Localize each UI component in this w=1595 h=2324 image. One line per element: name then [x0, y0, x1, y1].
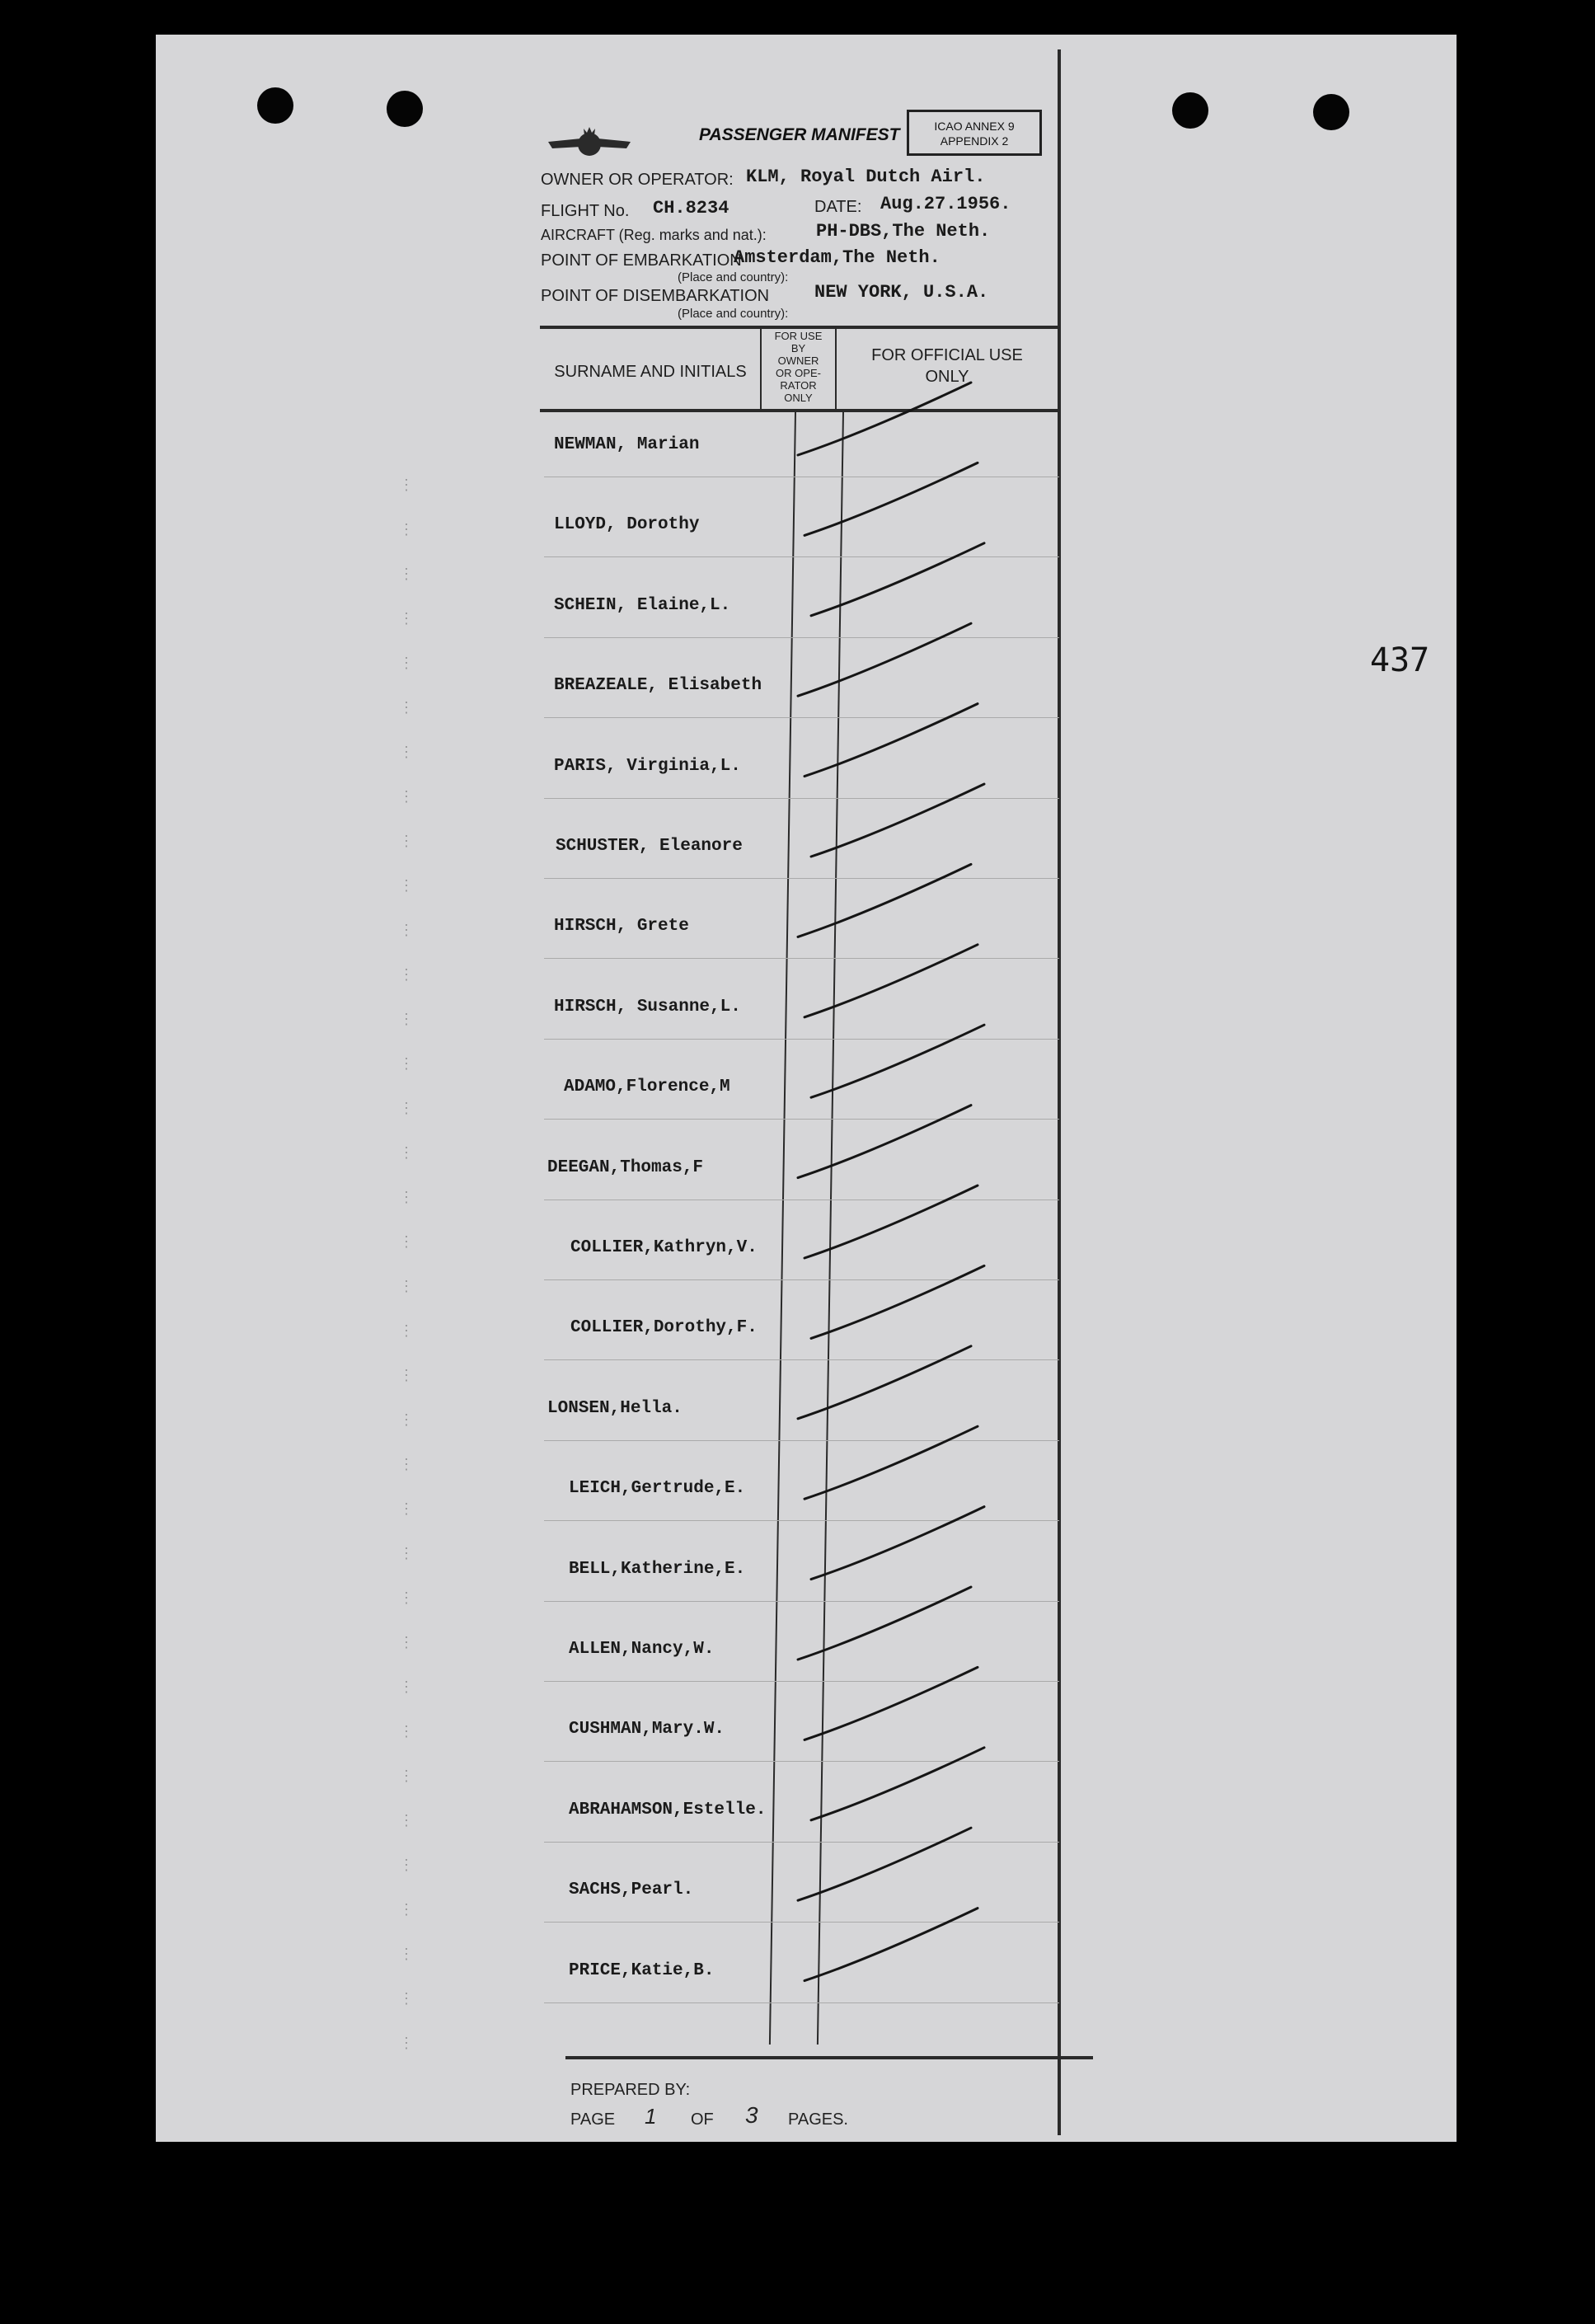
check-mark	[805, 945, 978, 1017]
passenger-name: ADAMO,Florence,M	[564, 1077, 730, 1097]
place-note-1: (Place and country):	[678, 270, 789, 284]
icao-line-2: APPENDIX 2	[940, 134, 1009, 148]
flight-label: FLIGHT No.	[541, 202, 630, 220]
of-label: OF	[691, 2110, 714, 2129]
check-mark	[805, 1426, 978, 1499]
check-mark	[798, 1346, 971, 1419]
passenger-name: SACHS,Pearl.	[569, 1880, 694, 1900]
embarkation-label: POINT OF EMBARKATION	[541, 251, 742, 270]
aircraft-value: PH-DBS,The Neth.	[816, 221, 991, 242]
check-mark	[811, 784, 984, 857]
prepared-by-label: PREPARED BY:	[570, 2081, 691, 2099]
official-use-line-2: ONLY	[925, 368, 969, 386]
disembarkation-value: NEW YORK, U.S.A.	[814, 282, 989, 303]
passenger-name: HIRSCH, Susanne,L.	[554, 997, 741, 1016]
passenger-name: LLOYD, Dorothy	[554, 515, 700, 535]
owner-use-line: FOR USE	[774, 330, 823, 342]
check-mark	[811, 1025, 984, 1097]
owner-value: KLM, Royal Dutch Airl.	[746, 167, 986, 187]
check-mark	[811, 1748, 984, 1820]
check-mark	[798, 1106, 971, 1178]
passenger-name: PARIS, Virginia,L.	[554, 756, 741, 776]
check-mark	[798, 1587, 971, 1660]
surname-column-header: SURNAME AND INITIALS	[554, 363, 747, 381]
pages-label: PAGES.	[788, 2110, 848, 2129]
check-mark	[805, 1667, 978, 1739]
page-label: PAGE	[570, 2110, 616, 2129]
check-mark	[811, 1507, 984, 1580]
check-mark	[798, 623, 971, 696]
passenger-name: NEWMAN, Marian	[554, 435, 700, 454]
place-note-2: (Place and country):	[678, 307, 789, 321]
embarkation-value: Amsterdam,The Neth.	[734, 247, 941, 268]
official-use-line-1: FOR OFFICIAL USE	[871, 346, 1023, 364]
flight-value: CH.8234	[653, 198, 729, 218]
passenger-name: DEEGAN,Thomas,F	[547, 1157, 704, 1177]
owner-use-line: ONLY	[784, 392, 813, 404]
owner-use-line: RATOR	[780, 379, 817, 392]
passenger-name: COLLIER,Dorothy,F.	[570, 1318, 758, 1338]
passenger-name: CUSHMAN,Mary.W.	[569, 1720, 725, 1739]
table-bottom-rule	[565, 2056, 1093, 2059]
date-value: Aug.27.1956.	[880, 194, 1011, 214]
owner-label: OWNER OR OPERATOR:	[541, 171, 734, 189]
of-value: 3	[745, 2102, 758, 2128]
passenger-name: SCHUSTER, Eleanore	[556, 837, 743, 856]
check-mark	[798, 1828, 971, 1900]
passenger-name: HIRSCH, Grete	[554, 917, 689, 937]
check-mark	[811, 1265, 984, 1338]
check-mark	[805, 462, 978, 535]
check-mark	[798, 864, 971, 937]
passenger-name: BREAZEALE, Elisabeth	[554, 676, 762, 696]
disembarkation-label: POINT OF DISEMBARKATION	[541, 287, 770, 305]
date-label: DATE:	[814, 198, 862, 216]
passenger-name: PRICE,Katie,B.	[569, 1960, 715, 1980]
owner-use-line: OWNER	[777, 354, 819, 367]
passenger-name: COLLIER,Kathryn,V.	[570, 1238, 758, 1257]
check-mark	[805, 704, 978, 777]
check-mark	[811, 543, 984, 616]
passenger-name: LEICH,Gertrude,E.	[569, 1479, 746, 1499]
owner-use-line: OR OPE-	[776, 367, 821, 379]
icao-line-1: ICAO ANNEX 9	[934, 120, 1015, 133]
aircraft-label: AIRCRAFT (Reg. marks and nat.):	[541, 227, 767, 243]
archive-page-number: 437	[1370, 641, 1430, 679]
passenger-name: LONSEN,Hella.	[547, 1398, 683, 1418]
bleed-through-marks: ⋮ ⋮ ⋮ ⋮ ⋮ ⋮ ⋮ ⋮ ⋮ ⋮ ⋮ ⋮ ⋮ ⋮ ⋮ ⋮ ⋮ ⋮ ⋮ ⋮ ⋮ ⋮ ⋮ ⋮ ⋮ ⋮ ⋮ ⋮ ⋮ ⋮ ⋮ ⋮ ⋮ ⋮ ⋮ ⋮	[399, 477, 414, 2052]
check-mark	[805, 1908, 978, 1981]
owner-use-line: BY	[790, 342, 806, 354]
passenger-name: BELL,Katherine,E.	[569, 1559, 746, 1579]
check-mark	[805, 1185, 978, 1258]
passenger-name: ABRAHAMSON,Estelle.	[569, 1800, 767, 1819]
page-value: 1	[645, 2104, 657, 2129]
manifest-title: PASSENGER MANIFEST	[699, 125, 900, 144]
passenger-name: SCHEIN, Elaine,L.	[554, 595, 731, 615]
passenger-name: ALLEN,Nancy,W.	[569, 1640, 715, 1659]
check-mark	[798, 383, 971, 455]
